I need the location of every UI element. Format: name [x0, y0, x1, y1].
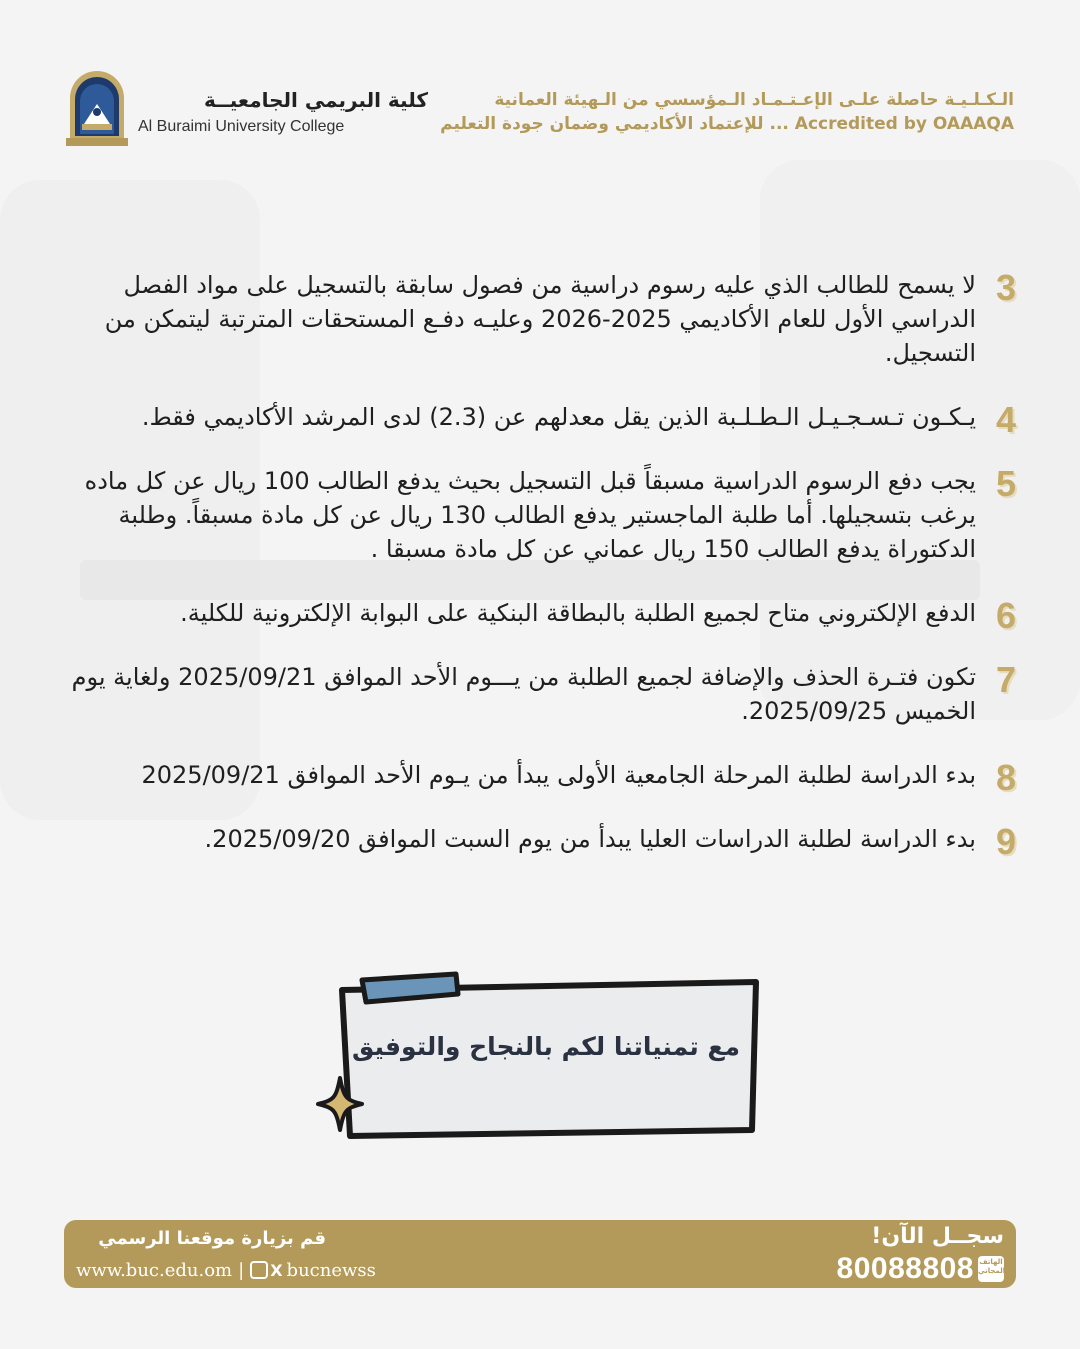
banner-message: مع تمنياتنا لكم بالنجاح والتوفيق	[351, 1032, 741, 1061]
x-twitter-icon: X	[270, 1261, 283, 1280]
college-name-arabic: كلية البريمي الجامعيــة	[203, 88, 428, 112]
link-separator: |	[238, 1260, 245, 1281]
item-text: يـكـون تـسـجـيـل الـطـلـبة الذين يقل معدلهم عن (2.3) لدى المرشد الأكاديمي فقط.	[141, 403, 976, 431]
list-item	[64, 464, 1016, 566]
page-header	[0, 60, 1080, 160]
phone-number[interactable]: 80088808	[836, 1252, 974, 1285]
register-now-label: سجــل الآن!	[871, 1224, 1004, 1249]
item-number: 7	[995, 659, 1016, 700]
visit-website-label: قم بزيارة موقعنا الرسمي	[98, 1228, 326, 1249]
wishes-banner	[316, 960, 766, 1150]
item-text: يجب دفع الرسوم الدراسية مسبقاً قبل التسجيل بحيث يدفع الطالب 100 ريال عن كل ماده يرغب بتسجيلها. أما طلبة الماجستير يدفع الطالب 130 ريال عن كل مادة مسبقاً. وطلبة الدكتوراة يدفع الطالب 150 ريال عماني عن كل مادة مسبقا .	[84, 467, 976, 563]
item-number: 9	[995, 821, 1016, 862]
list-item	[64, 821, 1016, 862]
accreditation-line-arabic: الـكـلـيـة حاصلة علـى الإعـتـمـاد الـمؤسسي من الـهيئة العمانية	[494, 90, 1014, 110]
contact-footer	[64, 1220, 1016, 1288]
list-item	[64, 268, 1016, 370]
list-item	[64, 757, 1016, 798]
list-item	[64, 660, 1016, 728]
web-links	[76, 1260, 376, 1281]
college-logo-icon	[64, 68, 130, 148]
item-text: تكون فتـرة الحذف والإضافة لجميع الطلبة من يـــوم الأحد الموافق 2025/09/21 ولغاية يوم الخميس 2025/09/25.	[71, 663, 976, 725]
social-handle-link[interactable]: bucnewss	[286, 1260, 376, 1281]
item-text: بدء الدراسة لطلبة الدراسات العليا يبدأ من يوم السبت الموافق 2025/09/20.	[204, 825, 976, 853]
item-number: 5	[995, 463, 1016, 504]
item-text: الدفع الإلكتروني متاح لجميع الطلبة بالبطاقة البنكية على البوابة الإلكترونية للكلية.	[180, 599, 976, 627]
item-text: لا يسمح للطالب الذي عليه رسوم دراسية من فصول سابقة بالتسجيل على مواد الفصل الدراسي الأول للعام الأكاديمي 2025-2026 وعليـه دفـع المستحقات المترتبة ليتمكن من التسجيل.	[104, 271, 976, 367]
website-link[interactable]: www.buc.edu.om	[76, 1260, 233, 1281]
list-item	[64, 595, 1016, 636]
item-number: 3	[995, 267, 1016, 308]
item-number: 4	[995, 399, 1016, 440]
toll-free-badge: الهاتف المجاني	[978, 1256, 1004, 1282]
list-item	[64, 399, 1016, 440]
accreditation-line-english: Accredited by OAAAQA ... للإعتماد الأكاديمي وضمان جودة التعليم	[440, 114, 1014, 134]
accreditation-statement	[440, 88, 1014, 136]
item-number: 8	[995, 757, 1016, 798]
college-name-english: Al Buraimi University College	[138, 118, 345, 135]
item-text: بدء الدراسة لطلبة المرحلة الجامعية الأولى يبدأ من يـوم الأحد الموافق 2025/09/21	[141, 761, 976, 789]
instagram-icon	[250, 1261, 268, 1279]
item-number: 6	[995, 595, 1016, 636]
registration-rules-list	[64, 268, 1016, 886]
